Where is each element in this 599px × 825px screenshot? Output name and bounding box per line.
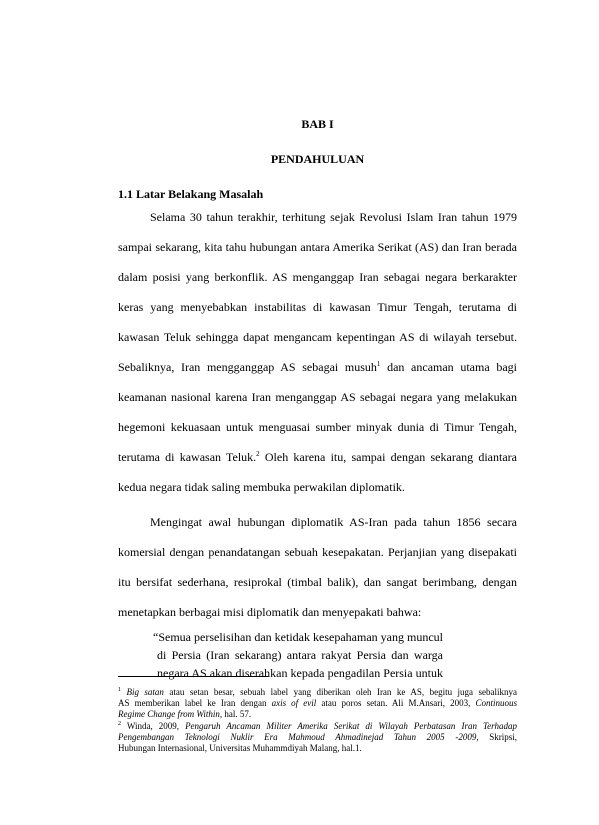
footnote-2-line-3: Hubungan Internasional, Universitas Muhammdiyah Malang, hal.1. — [118, 743, 362, 753]
chapter-number: BAB I — [301, 117, 334, 131]
footnote-1-page: hal. 57. — [222, 709, 252, 719]
quote-line-1: “Semua perselisihan dan ketidak kesepahaman yang muncul — [153, 630, 443, 644]
p1-line-7: keamanan nasional karena Iran menganggap AS sebagai negara yang melakukan — [118, 390, 517, 404]
p1-line-6-a: Sebaliknya, Iran mengganggap AS sebagai musuh — [118, 360, 377, 374]
footnote-ref-2: 2 — [256, 450, 260, 458]
footnote-1-term-2: axis of evil — [271, 698, 317, 708]
p2-line-2: komersial dengan penandatangan sebuah kesepakatan. Perjanjian yang disepakati — [118, 545, 517, 559]
p1-line-1: Selama 30 tahun terakhir, terhitung sejak Revolusi Islam Iran tahun 1979 — [150, 210, 517, 224]
footnote-separator — [118, 676, 268, 677]
quote-line-2: di Persia (Iran sekarang) antara rakyat Persia dan warga — [157, 648, 443, 662]
footnote-1-book-a: Continuous — [475, 698, 518, 708]
p2-line-1: Mengingat awal hubungan diplomatik AS-Iran pada tahun 1856 secara — [150, 515, 517, 529]
footnote-ref-1: 1 — [376, 360, 381, 368]
p1-line-6-b: dan ancaman utama bagi — [380, 360, 517, 374]
footnote-2-line-1 — [118, 721, 517, 732]
p1-line-2: sampai sekarang, kita tahu hubungan antara Amerika Serikat (AS) dan Iran berada — [118, 240, 517, 254]
footnote-1-text-a: atau setan besar, sebuah label yang diberikan oleh Iran ke AS, begitu juga sebaliknya — [163, 687, 517, 697]
p1-line-9-a: terutama di kawasan Teluk. — [118, 450, 257, 464]
p2-line-4: menetapkan berbagai misi diplomatik dan menyepakati bahwa: — [118, 605, 422, 619]
p1-line-9-b: Oleh karena itu, sampai dengan sekarang diantara — [259, 450, 517, 464]
footnote-1-text-b: AS memberikan label ke Iran dengan — [118, 698, 272, 708]
p2-line-3: itu bersifat sederhana, resiprokal (timbal balik), dan sangat berimbang, dengan — [118, 575, 517, 589]
p1-line-5: kawasan Teluk sehingga dapat mengancam kepentingan AS di wilayah tersebut. — [118, 330, 517, 344]
footnote-1-line-2 — [118, 698, 517, 709]
footnote-2-title-b: Pengembangan Teknologi Nuklir Era Mahmoud Ahmadinejad Tahun 2005 -2009, — [118, 732, 479, 742]
quote-line-3: negara AS akan diserahkan kepada pengadilan Persia untuk — [157, 666, 443, 680]
footnote-2-mark: 2 — [118, 721, 121, 727]
footnote-1-line-1 — [118, 687, 517, 698]
p1-line-6 — [118, 360, 517, 374]
footnote-1-mark: 1 — [118, 687, 121, 693]
footnote-1-book-b: Regime Change from Within, — [118, 709, 223, 719]
chapter-title: PENDAHULUAN — [270, 152, 365, 166]
p1-line-10: kedua negara tidak saling membuka perwakilan diplomatik. — [118, 480, 405, 494]
section-heading: 1.1 Latar Belakang Masalah — [118, 187, 264, 201]
footnote-2-line-2 — [118, 732, 517, 743]
p1-line-3: dalam posisi yang berkonflik. AS menganggap Iran sebagai negara berkarakter — [118, 270, 517, 284]
footnote-1-term: Big satan — [126, 687, 164, 697]
footnote-1-line-3 — [118, 709, 517, 720]
footnote-1-text-c: atau poros setan. Ali M.Ansari, 2003, — [316, 698, 476, 708]
footnote-2-text-a: Winda, 2009, — [121, 721, 186, 731]
p1-line-8: hegemoni kekuasaan untuk menguasai sumber minyak dunia di Timur Tengah, — [118, 420, 517, 434]
footnote-2-type: Skripsi, — [478, 732, 517, 742]
footnote-2-title-a: Pengaruh Ancaman Militer Amerika Serikat di Wilayah Perbatasan Iran Terhadap — [185, 721, 517, 731]
p1-line-9 — [118, 450, 517, 464]
p1-line-4: keras yang menyebabkan instabilitas di kawasan Timur Tengah, terutama di — [118, 300, 517, 314]
